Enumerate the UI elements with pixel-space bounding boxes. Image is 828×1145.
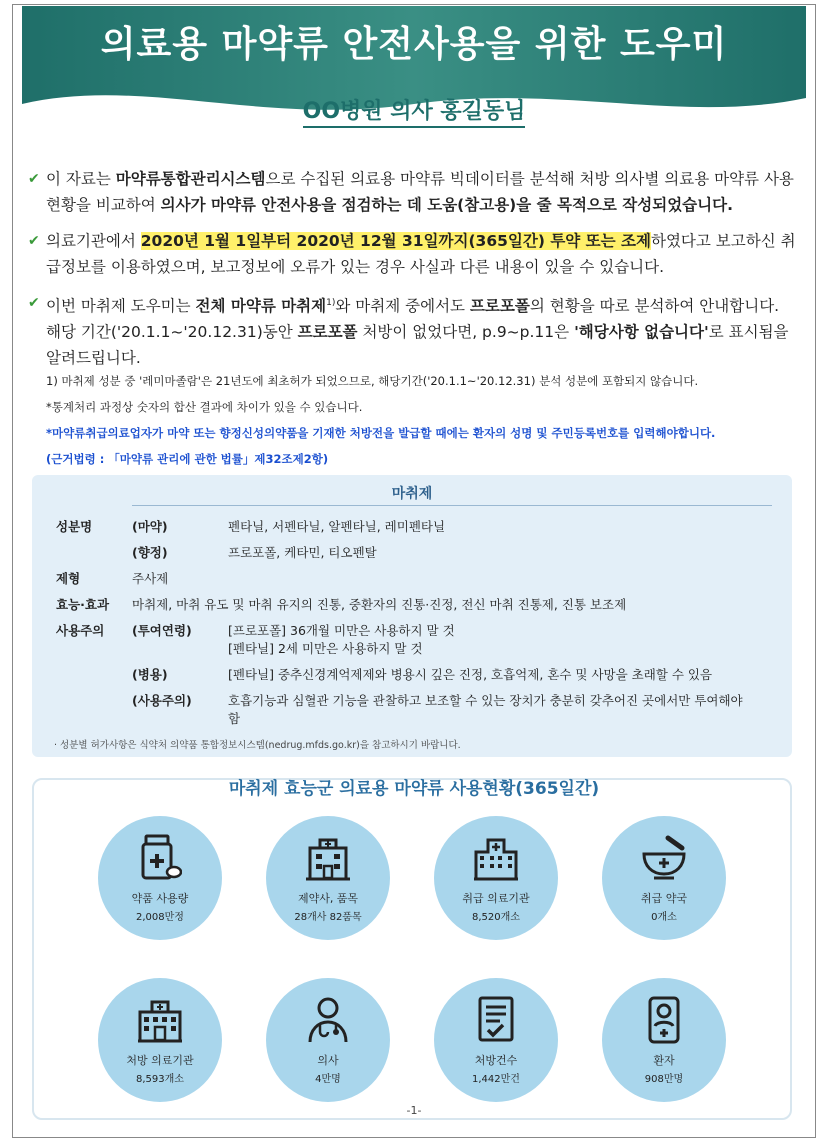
- stat-label: 환자: [653, 1054, 675, 1067]
- stat-pharma: [266, 816, 390, 940]
- stat-value: 0개소: [651, 912, 677, 923]
- check-icon: ✔: [28, 171, 40, 187]
- clinic-icon: [138, 996, 182, 1044]
- stat-doctors: [266, 978, 390, 1102]
- age-label: (투여연령): [132, 623, 192, 638]
- pharma-building-icon: [306, 834, 350, 882]
- stat-drug-volume: [98, 816, 222, 940]
- stat-value: 4만명: [315, 1074, 341, 1085]
- stat-value: 1,442만건: [472, 1074, 520, 1085]
- bullet-1: ✔ 이 자료는 마약류통합관리시스템으로 수집된 의료용 마약류 빅데이터를 분석해 처방 의사별 의료용 마약류 사용현황을 비교하여 의사가 마약류 안전사용을 점검하는 데 도움(참고용)을 줄 목적으로 작성되었습니다.: [28, 166, 798, 218]
- stat-label: 처방건수: [474, 1054, 518, 1067]
- effect-value: 마취제, 마취 유도 및 마취 유지의 진통, 중환자의 진통·진정, 전신 마취 진통제, 진통 보조제: [132, 597, 627, 612]
- stat-label: 취급 약국: [640, 892, 687, 905]
- stat-label: 취급 의료기관: [462, 892, 530, 905]
- intro-bullets: [28, 166, 798, 381]
- use-value-2: 함: [228, 711, 241, 726]
- age-value-2: [펜타닐] 2세 미만은 사용하지 말 것: [228, 641, 423, 656]
- form-value: 주사제: [132, 571, 169, 586]
- narcotic-label: (마약): [132, 519, 168, 534]
- stat-value: 908만명: [644, 1074, 684, 1085]
- form-label: 제형: [56, 571, 81, 586]
- stat-value: 2,008만정: [136, 912, 184, 923]
- stat-value: 8,593개소: [136, 1074, 184, 1085]
- drug-box-title: 마취제: [391, 486, 433, 502]
- prescription-icon: [474, 996, 518, 1044]
- age-value-1: [프로포폴] 36개월 미만은 사용하지 말 것: [228, 623, 455, 638]
- narcotic-value: 펜타닐, 서펜타닐, 알펜타닐, 레미펜타닐: [228, 519, 446, 534]
- pill-bottle-icon: [138, 834, 182, 882]
- check-icon: ✔: [28, 295, 40, 311]
- stat-patients: [602, 978, 726, 1102]
- page-number: -1-: [406, 1104, 422, 1117]
- bullet-3: ✔ 이번 마취제 도우미는 전체 마약류 마취제$^{1)}$와 마취제 중에서도 프로포폴의 현황을 따로 분석하여 안내합니다. 해당 기간('20.1.1~'20.12.31)동안 프로포폴 처방이 없었다면, p.9~p.11은 '해당사항 없습니다'로 표시됨을 알려드립니다.: [28, 290, 798, 371]
- ingredient-label: 성분명: [56, 519, 93, 534]
- stat-label: 의사: [317, 1054, 339, 1067]
- stat-prescriptions: [434, 978, 558, 1102]
- drug-info-box: [32, 475, 792, 757]
- stat-value: 8,520개소: [472, 912, 520, 923]
- caution-label: 사용주의: [56, 623, 105, 638]
- header-banner: [22, 6, 806, 156]
- use-value-1: 호흡기능과 심혈관 기능을 관찰하고 보조할 수 있는 장치가 충분히 갖추어진 곳에서만 투여해야: [228, 693, 743, 708]
- stat-label: 처방 의료기관: [126, 1054, 194, 1067]
- drug-footnote: · 성분별 허가사항은 식약처 의약품 통합정보시스템(nedrug.mfds.go.kr)을 참고하시기 바랍니다.: [54, 740, 461, 751]
- stat-label: 약품 사용량: [131, 892, 189, 905]
- stat-label: 제약사, 품목: [297, 892, 359, 905]
- note-2: *통계처리 과정상 숫자의 합산 결과에 차이가 있을 수 있습니다.: [46, 400, 363, 414]
- doctor-icon: [306, 996, 350, 1044]
- note-1: 1) 마취제 성분 중 '레미마졸람'은 21년도에 최초허가 되었으므로, 해당기간('20.1.1~'20.12.31) 분석 성분에 포함되지 않습니다.: [46, 374, 699, 388]
- combo-label: (병용): [132, 667, 168, 682]
- mortar-icon: [642, 834, 686, 882]
- stat-value: 28개사 82품목: [294, 912, 362, 923]
- stat-prescribing-clinics: [98, 978, 222, 1102]
- check-icon: ✔: [28, 233, 40, 249]
- stat-hospitals: [434, 816, 558, 940]
- usage-panel: [32, 778, 792, 1120]
- doctor-name: OO병원 의사 홍길동님: [22, 94, 806, 125]
- patient-icon: [642, 996, 686, 1044]
- page-title: 의료용 마약류 안전사용을 위한 도우미: [100, 24, 728, 65]
- psycho-label: (향정): [132, 545, 168, 560]
- stat-pharmacies: [602, 816, 726, 940]
- footnotes: [46, 368, 806, 472]
- divider: [132, 505, 772, 506]
- combo-value: [펜타닐] 중추신경계억제제와 병용시 깊은 진정, 호흡억제, 혼수 및 사망을 초래할 수 있음: [228, 667, 713, 682]
- psycho-value: 프로포폴, 케타민, 티오펜탈: [228, 545, 377, 560]
- usage-title: 마취제 효능군 의료용 마약류 사용현황(365일간): [228, 779, 600, 799]
- effect-label: 효능·효과: [56, 597, 110, 612]
- use-label: (사용주의): [132, 693, 192, 708]
- note-3: *마약류취급의료업자가 마약 또는 향정신성의약품을 기재한 처방전을 발급할 때에는 환자의 성명 및 주민등록번호를 입력해야합니다.: [46, 426, 716, 440]
- bullet-2: ✔ 의료기관에서 2020년 1월 1일부터 2020년 12월 31일까지(365일간) 투약 또는 조제하였다고 보고하신 취급정보를 이용하였으며, 보고정보에 오류가 있는 경우 사실과 다른 내용이 있을 수 있습니다.: [28, 228, 798, 280]
- note-4: (근거법령 : 「마약류 관리에 관한 법률」제32조제2항): [46, 452, 329, 466]
- hospital-icon: [474, 834, 518, 882]
